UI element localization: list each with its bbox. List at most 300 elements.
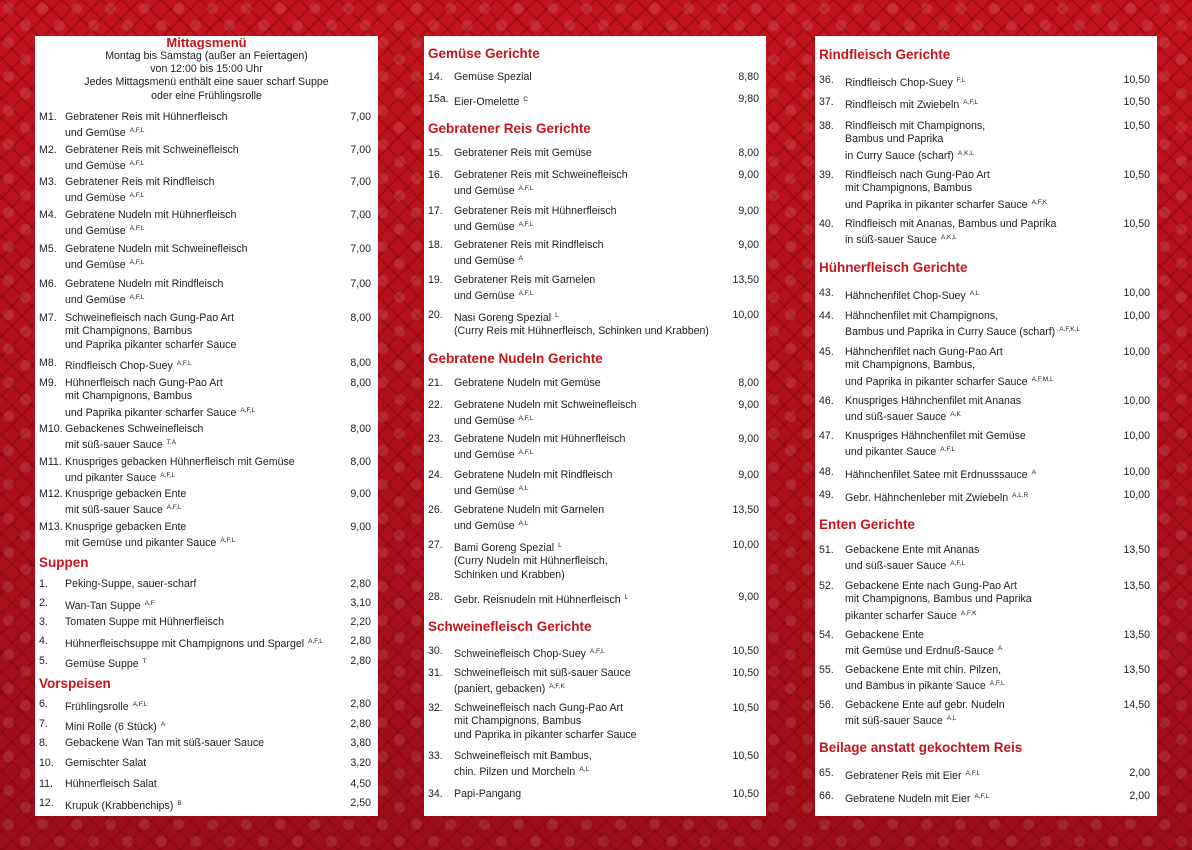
item-price: 10,00 [1123,466,1150,478]
item-text-line [454,287,711,303]
item-text-line [845,147,1102,163]
item-text-line [454,715,711,728]
menu-item [428,469,759,499]
item-number: 33. [428,750,443,762]
item-description [454,750,711,780]
item-text-line [845,699,1102,712]
item-text: Hühnerfleisch Salat [65,778,157,790]
item-description [65,111,323,141]
item-text-line [454,504,711,517]
item-text-line [65,718,323,734]
item-price: 8,00 [350,423,371,435]
item-text-line [65,778,323,791]
item-text: Gebratene Nudeln mit Rindfleisch [454,469,613,481]
allergen-codes: A,F,L [974,793,990,800]
item-description [454,433,711,463]
item-text-line [65,737,323,750]
item-text-line [454,702,711,715]
item-text: Hühnerfleischsuppe mit Champignons und Spargel [65,638,305,650]
section-title-beef: Rindfleisch Gerichte [819,47,951,62]
item-text: und Gemüse [454,415,515,428]
item-description [845,580,1102,623]
item-text: Bami Goreng Spezial [454,542,555,554]
item-description [65,243,323,273]
item-text-line [65,312,323,325]
item-description [454,469,711,499]
menu-item [428,93,759,109]
item-text: und Gemüse [65,192,126,205]
item-description [65,578,323,591]
item-text-line [845,395,1102,408]
item-price: 2,00 [1129,790,1150,802]
item-text: und Gemüse [454,255,515,268]
item-text: mit süß-sauer Sauce [65,504,163,517]
item-description [65,312,323,352]
menu-item [428,239,759,269]
item-text: und Gemüse [454,290,515,303]
item-description [454,147,711,160]
allergen-codes: A,F,L [129,192,145,200]
item-text: Mini Rolle (6 Stück) [65,721,157,733]
item-text-line [845,544,1102,557]
item-number: 10. [39,757,54,769]
item-text-line [65,111,323,124]
menu-item [39,521,371,551]
menu-item [819,287,1150,303]
menu-item [819,629,1150,659]
item-description [454,667,711,697]
menu-item [819,218,1150,248]
allergen-codes: A [518,255,523,263]
item-text: Hühnerfleisch nach Gung-Pao Art [65,377,223,389]
item-price: 7,00 [350,111,371,123]
menu-item [428,399,759,429]
menu-item [819,544,1150,574]
item-text: Nasi Goreng Spezial [454,312,552,324]
allergen-codes: A,F,K [1031,198,1048,206]
menu-item [428,169,759,199]
allergen-codes: T [142,658,147,665]
item-description [845,346,1102,389]
menu-item [428,645,759,661]
item-price: 7,00 [350,278,371,290]
menu-item [819,169,1150,212]
item-text: und Gemüse [65,294,126,307]
menu-item [819,767,1150,783]
item-number: 7. [39,718,48,730]
section-title-fried-rice: Gebratener Reis Gerichte [428,121,591,136]
item-text: und Gemüse [454,185,515,198]
item-text-line [454,239,711,252]
item-description [845,489,1102,505]
item-text-line [65,501,323,517]
item-text: und süß-sauer Sauce [845,411,947,424]
menu-item [428,309,759,339]
item-text: und pikanter Sauce [65,472,157,485]
menu-item [39,243,371,273]
item-text: Knuspriges Hähnchenfilet mit Ananas [845,395,1022,407]
item-text: Bambus und Paprika in Curry Sauce (scharf) [845,326,1056,339]
item-text-line [65,616,323,629]
item-text: (Curry Reis mit Hühnerfleisch, Schinken und Krabben) [454,325,709,338]
menu-item [428,504,759,534]
allergen-codes: A,F,K [549,683,565,691]
item-text-line [454,218,711,234]
item-description [845,629,1102,659]
item-price: 10,00 [1123,430,1150,442]
item-text: Gebratener Reis mit Rindfleisch [454,239,604,251]
item-text: Rindfleisch mit Zwiebeln [845,99,960,111]
item-text-line [65,456,323,469]
item-number: M6. [39,278,57,290]
item-text-line [454,252,711,268]
item-number: 40. [819,218,834,230]
item-number: M11. [39,456,62,468]
item-text: Rindfleisch nach Gung-Pao Art [845,169,990,181]
item-text: mit Champignons, Bambus, [845,359,976,372]
item-price: 10,00 [1123,310,1150,322]
item-number: 20. [428,309,443,321]
item-text: Eier-Omelette [454,96,520,108]
item-text: und Paprika in pikanter scharfer Sauce [845,198,1028,211]
item-text-line [845,218,1102,231]
item-text: und Gemüse [65,259,126,272]
item-number: 49. [819,489,834,501]
item-description [845,120,1102,163]
item-description [65,778,323,791]
item-text-line [454,555,711,568]
item-text-line [845,790,1102,806]
menu-item [428,377,759,390]
item-text: mit süß-sauer Sauce [845,715,943,728]
item-price: 8,00 [350,377,371,389]
item-text: Schweinefleisch mit Bambus, [454,750,592,762]
item-text-line [454,569,711,582]
item-text-line [845,323,1102,339]
item-number: 47. [819,430,834,442]
item-text: Frühlingsrolle [65,701,129,713]
item-text: und Gemüse [454,520,515,533]
item-text-line [845,607,1102,623]
item-price: 9,00 [738,399,759,411]
item-number: M4. [39,209,57,221]
menu-item [39,312,371,352]
item-number: 21. [428,377,443,389]
item-number: 27. [428,539,443,551]
menu-item [39,737,371,750]
item-number: 37. [819,96,834,108]
menu-item [39,757,371,770]
item-text: Gebratener Reis mit Schweinefleisch [65,144,239,156]
item-number: 12. [39,797,54,809]
item-number: 23. [428,433,443,445]
item-description [454,93,711,109]
item-text-line [454,274,711,287]
menu-item [428,591,759,607]
item-text-line [454,412,711,428]
allergen-codes: A,F,L [950,560,966,568]
item-text-line [845,196,1102,212]
item-text: Gemüse Spezial [454,71,532,83]
item-description [845,466,1102,482]
item-text-line [454,147,711,160]
item-number: 14. [428,71,443,83]
item-text-line [65,797,323,813]
item-text: Gebratener Reis mit Hühnerfleisch [454,205,617,217]
item-description [454,169,711,199]
item-text-line [454,169,711,182]
item-number: M12. [39,488,63,500]
item-price: 2,50 [350,797,371,809]
item-text-line [454,517,711,533]
item-price: 13,50 [1123,629,1150,641]
allergen-codes: A,F,L [518,449,534,457]
item-text-line [845,133,1102,146]
item-text-line [454,645,711,661]
item-description [65,357,323,373]
lunch-intro [40,36,373,103]
menu-item [428,71,759,84]
item-price: 7,00 [350,176,371,188]
item-text-line [65,157,323,173]
section-title-starters: Vorspeisen [39,676,111,691]
menu-item [428,147,759,160]
item-text: Gebratene Nudeln mit Garnelen [454,504,605,516]
item-text: Gebratene Nudeln mit Gemüse [454,377,601,389]
item-price: 4,50 [350,778,371,790]
item-price: 10,50 [732,645,759,657]
item-description [65,377,323,420]
item-description [845,767,1102,783]
item-text-line [454,788,711,801]
item-text: mit Gemüse und Erdnuß-Sauce [845,645,994,658]
allergen-codes: A,F,L [160,472,176,480]
item-text-line [454,667,711,680]
item-description [454,539,711,582]
allergen-codes: A,K,L [957,149,974,157]
item-price: 9,00 [350,521,371,533]
item-description [65,635,323,651]
item-text: Gebratene Nudeln mit Hühnerfleisch [65,209,237,221]
item-number: 38. [819,120,834,132]
item-text: Gebackene Ente auf gebr. Nudeln [845,699,1005,711]
item-description [65,597,323,613]
menu-item [39,597,371,613]
item-price: 9,00 [738,205,759,217]
item-text: Gebratener Reis mit Hühnerfleisch [65,111,228,123]
item-text: Gebratene Nudeln mit Hühnerfleisch [454,433,626,445]
item-text: Gebratener Reis mit Rindfleisch [65,176,215,188]
item-text-line [65,597,323,613]
allergen-codes: A,F,L [129,127,145,135]
section-title-chicken: Hühnerfleisch Gerichte [819,260,968,275]
item-text-line [845,466,1102,482]
item-text-line [65,357,323,373]
menu-item [39,357,371,373]
item-description [65,456,323,486]
item-text: und Paprika pikanter scharfer Sauce [65,338,237,351]
item-text: Gebratener Reis mit Eier [845,770,962,782]
allergen-codes: A,F,L [220,537,236,545]
item-price: 13,50 [1123,544,1150,556]
item-text: Knuspriges gebacken Hühnerfleisch mit Gemüse [65,456,295,468]
item-number: 36. [819,74,834,86]
allergen-codes: A,F,L [129,259,145,267]
menu-item [819,466,1150,482]
item-number: 32. [428,702,443,714]
item-text-line [845,430,1102,443]
item-description [845,664,1102,694]
item-text-line [454,729,711,742]
item-text: Knuspriges Hähnchenfilet mit Gemüse [845,430,1026,442]
allergen-codes: A,F,L [240,406,256,414]
allergen-codes: A,F,L [132,701,148,708]
item-text: Tomaten Suppe mit Hühnerfleisch [65,616,224,628]
item-description [845,74,1102,90]
item-number: M7. [39,312,57,324]
item-text: mit Champignons, Bambus und Paprika [845,593,1032,606]
item-description [845,96,1102,112]
item-text-line [65,189,323,205]
allergen-codes: F,L [956,77,966,84]
allergen-codes: A,L [969,290,980,297]
item-text: in süß-sauer Sauce [845,234,937,247]
item-text: (paniert, gebacken) [454,683,546,696]
item-number: 54. [819,629,834,641]
item-text-line [454,309,711,325]
item-description [845,430,1102,460]
item-text-line [454,182,711,198]
item-text: Schweinefleisch Chop-Suey [454,648,586,660]
item-text: Hähnchenfilet nach Gung-Pao Art [845,346,1003,358]
allergen-codes: A,F,L [176,360,192,367]
item-text: Gebackene Ente [845,629,924,641]
item-text-line [845,767,1102,783]
item-text: Rindfleisch mit Champignons, [845,120,986,132]
item-price: 10,50 [1123,218,1150,230]
item-text-line [845,287,1102,303]
allergen-codes: C [523,96,529,103]
item-text-line [65,423,323,436]
item-number: 6. [39,698,48,710]
item-text: und Gemüse [454,485,515,498]
item-text-line [65,124,323,140]
item-text-line [65,534,323,550]
item-number: 28. [428,591,443,603]
menu-item [428,539,759,582]
item-text-line [454,205,711,218]
menu-item [39,635,371,651]
item-number: 17. [428,205,443,217]
item-text-line [845,373,1102,389]
section-title-duck: Enten Gerichte [819,517,916,532]
item-number: 44. [819,310,834,322]
item-price: 10,00 [1123,395,1150,407]
item-text: Wan-Tan Suppe [65,600,141,612]
item-text: Gebratene Nudeln mit Eier [845,793,971,805]
item-text: Peking-Suppe, sauer-scharf [65,578,197,590]
item-price: 13,50 [1123,664,1150,676]
allergen-codes: A,F,L [518,185,534,193]
item-description [454,788,711,801]
item-text: Hähnchenfilet Satee mit Erdnusssauce [845,469,1028,481]
menu-item [819,120,1150,163]
item-price: 10,00 [1123,346,1150,358]
item-text-line [845,310,1102,323]
item-text: und Paprika in pikanter scharfer Sauce [454,728,637,741]
item-description [65,757,323,770]
item-number: 30. [428,645,443,657]
item-text-line [454,433,711,446]
item-number: 19. [428,274,443,286]
item-number: 43. [819,287,834,299]
item-number: 15a. [428,93,449,105]
menu-item [39,144,371,174]
item-price: 10,50 [732,750,759,762]
item-text-line [845,580,1102,593]
item-description [454,702,711,742]
item-text-line [454,680,711,696]
item-price: 10,50 [1123,120,1150,132]
item-text: und Paprika pikanter scharfer Sauce [65,406,237,419]
item-number: 22. [428,399,443,411]
item-text-line [845,712,1102,728]
item-text-line [454,763,711,779]
allergen-codes: A,K [950,411,961,419]
menu-item [39,778,371,791]
item-number: 55. [819,664,834,676]
item-text: und Bambus in pikante Sauce [845,680,986,693]
item-price: 9,00 [738,591,759,603]
item-text: Gebratene Nudeln mit Schweinefleisch [454,399,637,411]
item-text-line [845,664,1102,677]
item-description [845,699,1102,729]
menu-item [39,797,371,813]
menu-item [428,433,759,463]
item-description [454,274,711,304]
item-number: 48. [819,466,834,478]
item-price: 10,00 [732,309,759,321]
item-number: 18. [428,239,443,251]
allergen-codes: A,F,L [963,99,979,106]
intro-line: Montag bis Samstag (außer an Feiertagen) [105,50,308,62]
item-text-line [845,408,1102,424]
item-text-line [65,243,323,256]
menu-item [819,580,1150,623]
allergen-codes: A,F,L [308,638,323,645]
item-text: pikanter scharfer Sauce [845,609,957,622]
item-description [845,544,1102,574]
item-number: M5. [39,243,57,255]
item-price: 9,00 [738,433,759,445]
item-number: M1. [39,111,57,123]
item-number: 45. [819,346,834,358]
item-price: 9,00 [738,239,759,251]
allergen-codes: A,F,L [129,160,145,168]
menu-item [39,209,371,239]
menu-item [39,698,371,714]
item-text: (Curry Nudeln mit Hühnerfleisch, [454,555,608,568]
item-text: Rindfleisch Chop-Suey [65,360,173,372]
item-number: 24. [428,469,443,481]
allergen-codes: A,F [144,600,155,607]
item-text-line [65,436,323,452]
item-text: Gebr. Hähnchenleber mit Zwiebeln [845,492,1009,504]
menu-column-1 [35,36,378,816]
item-number: 34. [428,788,443,800]
item-text-line [454,325,711,338]
item-text-line [845,557,1102,573]
